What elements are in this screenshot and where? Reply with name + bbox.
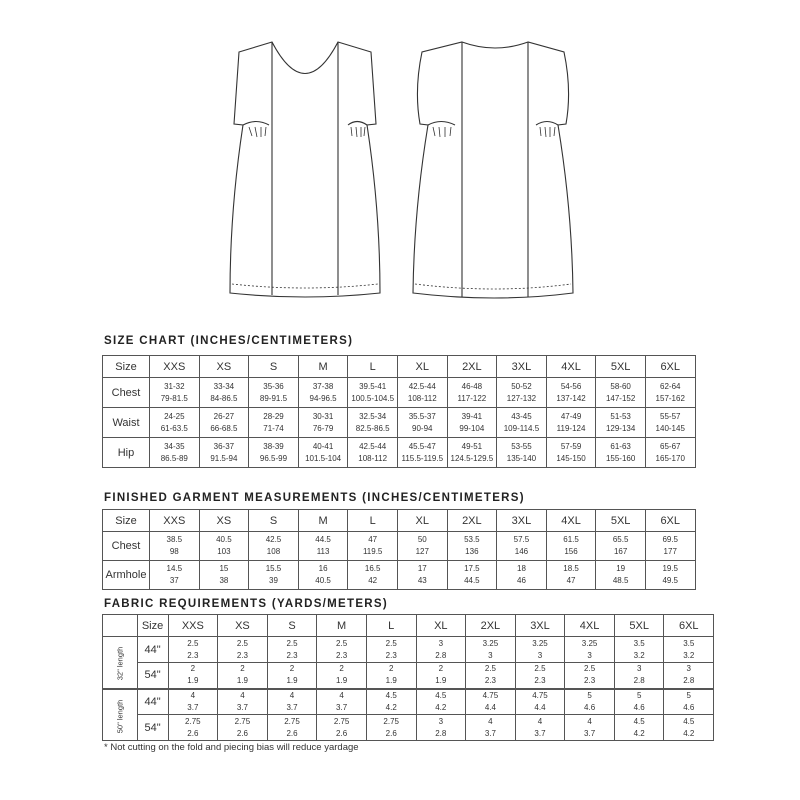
table-cell: 18.5 47 [546, 561, 596, 590]
yardage-footnote: * Not cutting on the fold and piecing bias will reduce yardage [104, 742, 359, 753]
size-header: L [348, 356, 398, 378]
size-header: M [317, 615, 367, 637]
table-cell: 58-60 147-152 [596, 378, 646, 408]
table-cell: 15 38 [199, 561, 249, 590]
finished-chest-row [103, 532, 696, 561]
finished-armhole-row [103, 561, 696, 590]
size-header: M [298, 356, 348, 378]
table-cell: 4 3.7 [267, 689, 317, 715]
table-cell: 15.5 39 [249, 561, 299, 590]
size-header: S [249, 356, 299, 378]
size-header: 3XL [497, 510, 547, 532]
table-cell: 2 1.9 [218, 663, 268, 689]
table-cell: 4 3.7 [218, 689, 268, 715]
chest-row [103, 378, 696, 408]
table-cell: 19.5 49.5 [645, 561, 695, 590]
table-cell: 33-34 84-86.5 [199, 378, 249, 408]
fabric-header-label: Size [137, 615, 168, 637]
size-header: 5XL [614, 615, 664, 637]
table-cell: 2.75 2.6 [218, 715, 268, 741]
table-cell: 3 2.8 [416, 637, 466, 663]
row-label: Waist [103, 408, 150, 438]
table-cell: 2.5 2.3 [466, 663, 516, 689]
table-cell: 16.5 42 [348, 561, 398, 590]
fabric-50-54-row [103, 715, 714, 741]
table-cell: 61-63 155-160 [596, 438, 646, 468]
table-cell: 44.5 113 [298, 532, 348, 561]
table-cell: 43-45 109-114.5 [497, 408, 547, 438]
table-cell: 53.5 136 [447, 532, 497, 561]
table-cell: 3 2.8 [614, 663, 664, 689]
table-cell: 57.5 146 [497, 532, 547, 561]
table-cell: 32.5-34 82.5-86.5 [348, 408, 398, 438]
fabric-corner-cell [103, 615, 138, 637]
table-cell: 2 1.9 [366, 663, 416, 689]
size-header: XS [199, 356, 249, 378]
dress-front-sketch [230, 42, 380, 297]
fabric-32-54-row [103, 663, 714, 689]
table-cell: 17 43 [397, 561, 447, 590]
size-header: M [298, 510, 348, 532]
table-cell: 2.75 2.6 [267, 715, 317, 741]
table-cell: 4.5 4.2 [614, 715, 664, 741]
size-header: 3XL [497, 356, 547, 378]
size-header: L [366, 615, 416, 637]
waist-row [103, 408, 696, 438]
table-cell: 50 127 [397, 532, 447, 561]
size-header: XXS [168, 615, 218, 637]
size-header: XS [199, 510, 249, 532]
table-cell: 49-51 124.5-129.5 [447, 438, 497, 468]
hip-row [103, 438, 696, 468]
size-header: 2XL [447, 510, 497, 532]
fabric-requirements-table [102, 614, 714, 741]
size-header: 4XL [546, 356, 596, 378]
table-cell: 65.5 167 [596, 532, 646, 561]
size-header: 4XL [565, 615, 615, 637]
table-cell: 2.75 2.6 [168, 715, 218, 741]
size-header: 4XL [546, 510, 596, 532]
table-cell: 45.5-47 115.5-119.5 [397, 438, 447, 468]
table-cell: 2.75 2.6 [366, 715, 416, 741]
table-cell: 28-29 71-74 [249, 408, 299, 438]
size-header: S [267, 615, 317, 637]
table-cell: 2 1.9 [168, 663, 218, 689]
fabric-width-label: 54" [137, 715, 168, 741]
fabric-width-label: 44" [137, 689, 168, 715]
fabric-header-row [103, 615, 714, 637]
table-cell: 54-56 137-142 [546, 378, 596, 408]
table-cell: 14.5 37 [150, 561, 200, 590]
table-cell: 53-55 135-140 [497, 438, 547, 468]
table-cell: 26-27 66-68.5 [199, 408, 249, 438]
table-cell: 4 3.7 [565, 715, 615, 741]
row-label: Chest [103, 378, 150, 408]
table-cell: 61.5 156 [546, 532, 596, 561]
table-cell: 5 4.6 [565, 689, 615, 715]
size-header: 3XL [515, 615, 565, 637]
table-cell: 35.5-37 90-94 [397, 408, 447, 438]
table-cell: 62-64 157-162 [645, 378, 695, 408]
size-chart-header-label: Size [103, 356, 150, 378]
table-cell: 4 3.7 [515, 715, 565, 741]
size-header: 6XL [645, 510, 695, 532]
row-label: Chest [103, 532, 150, 561]
table-cell: 46-48 117-122 [447, 378, 497, 408]
finished-measurements-table [102, 509, 696, 590]
size-header: XL [397, 510, 447, 532]
table-cell: 4.75 4.4 [515, 689, 565, 715]
table-cell: 24-25 61-63.5 [150, 408, 200, 438]
table-cell: 36-37 91.5-94 [199, 438, 249, 468]
table-cell: 2 1.9 [416, 663, 466, 689]
table-cell: 31-32 79-81.5 [150, 378, 200, 408]
fabric-width-label: 54" [137, 663, 168, 689]
table-cell: 2.5 2.3 [515, 663, 565, 689]
table-cell: 18 46 [497, 561, 547, 590]
size-header: S [249, 510, 299, 532]
table-cell: 40-41 101.5-104 [298, 438, 348, 468]
table-cell: 39-41 99-104 [447, 408, 497, 438]
table-cell: 3.25 3 [565, 637, 615, 663]
table-cell: 2.5 2.3 [565, 663, 615, 689]
table-cell: 38-39 96.5-99 [249, 438, 299, 468]
length-label-50: 50" length [103, 689, 138, 741]
table-cell: 5 4.6 [664, 689, 714, 715]
table-cell: 3 2.8 [664, 663, 714, 689]
table-cell: 19 48.5 [596, 561, 646, 590]
table-cell: 47 119.5 [348, 532, 398, 561]
table-cell: 38.5 98 [150, 532, 200, 561]
table-cell: 4.75 4.4 [466, 689, 516, 715]
table-cell: 42.5 108 [249, 532, 299, 561]
table-cell: 3.5 3.2 [614, 637, 664, 663]
fabric-50-44-row [103, 689, 714, 715]
table-cell: 2.5 2.3 [317, 637, 367, 663]
table-cell: 42.5-44 108-112 [348, 438, 398, 468]
size-header: 6XL [664, 615, 714, 637]
table-cell: 47-49 119-124 [546, 408, 596, 438]
size-chart-title: SIZE CHART (INCHES/CENTIMETERS) [104, 335, 354, 347]
size-header: XL [416, 615, 466, 637]
size-header: 5XL [596, 510, 646, 532]
size-header: XL [397, 356, 447, 378]
size-header: XS [218, 615, 268, 637]
table-cell: 2.5 2.3 [168, 637, 218, 663]
row-label: Armhole [103, 561, 150, 590]
size-chart-header-row [103, 356, 696, 378]
fabric-requirements-title: FABRIC REQUIREMENTS (YARDS/METERS) [104, 598, 389, 610]
table-cell: 17.5 44.5 [447, 561, 497, 590]
table-cell: 3.25 3 [515, 637, 565, 663]
size-header: 2XL [447, 356, 497, 378]
size-header: 6XL [645, 356, 695, 378]
table-cell: 4.5 4.2 [664, 715, 714, 741]
table-cell: 30-31 76-79 [298, 408, 348, 438]
table-cell: 4 3.7 [317, 689, 367, 715]
table-cell: 4.5 4.2 [366, 689, 416, 715]
table-cell: 16 40.5 [298, 561, 348, 590]
table-cell: 51-53 129-134 [596, 408, 646, 438]
table-cell: 4.5 4.2 [416, 689, 466, 715]
table-cell: 57-59 145-150 [546, 438, 596, 468]
length-label-32: 32" length [103, 637, 138, 689]
table-cell: 39.5-41 100.5-104.5 [348, 378, 398, 408]
table-cell: 3 2.8 [416, 715, 466, 741]
finished-header-row [103, 510, 696, 532]
table-cell: 34-35 86.5-89 [150, 438, 200, 468]
dress-back-sketch [413, 42, 573, 298]
table-cell: 2 1.9 [317, 663, 367, 689]
finished-measurements-title: FINISHED GARMENT MEASUREMENTS (INCHES/CENTIMETERS) [104, 492, 525, 504]
size-header: 2XL [466, 615, 516, 637]
table-cell: 69.5 177 [645, 532, 695, 561]
size-header: L [348, 510, 398, 532]
table-cell: 35-36 89-91.5 [249, 378, 299, 408]
size-chart-table [102, 355, 696, 468]
table-cell: 55-57 140-145 [645, 408, 695, 438]
table-cell: 2.75 2.6 [317, 715, 367, 741]
table-cell: 3.25 3 [466, 637, 516, 663]
fabric-width-label: 44" [137, 637, 168, 663]
table-cell: 4 3.7 [466, 715, 516, 741]
table-cell: 4 3.7 [168, 689, 218, 715]
table-cell: 42.5-44 108-112 [397, 378, 447, 408]
table-cell: 3.5 3.2 [664, 637, 714, 663]
row-label: Hip [103, 438, 150, 468]
size-header: XXS [150, 510, 200, 532]
table-cell: 37-38 94-96.5 [298, 378, 348, 408]
table-cell: 50-52 127-132 [497, 378, 547, 408]
garment-sketch [0, 30, 800, 320]
fabric-32-44-row [103, 637, 714, 663]
size-header: XXS [150, 356, 200, 378]
table-cell: 2.5 2.3 [366, 637, 416, 663]
table-cell: 2.5 2.3 [267, 637, 317, 663]
finished-header-label: Size [103, 510, 150, 532]
table-cell: 40.5 103 [199, 532, 249, 561]
table-cell: 2.5 2.3 [218, 637, 268, 663]
table-cell: 5 4.6 [614, 689, 664, 715]
size-header: 5XL [596, 356, 646, 378]
table-cell: 2 1.9 [267, 663, 317, 689]
table-cell: 65-67 165-170 [645, 438, 695, 468]
